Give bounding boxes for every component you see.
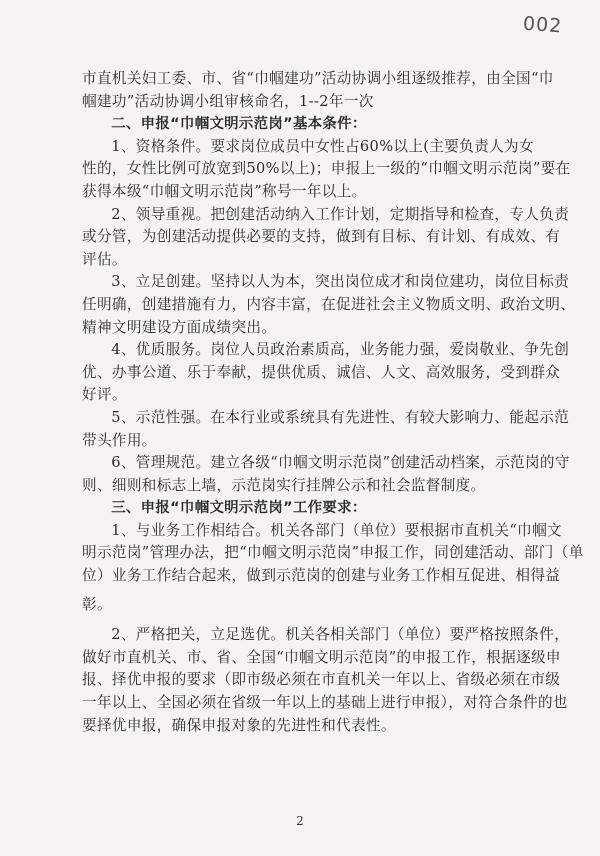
text-line: 2、严格把关，立足选优。机关各相关部门（单位）要严格按照条件， (111, 626, 570, 644)
text-line: 彰。 (82, 595, 112, 613)
section-heading: 二、申报“巾帼文明示范岗”基本条件： (111, 116, 367, 133)
text-line: 则、细则和标志上墙，示范岗实行挂牌公示和社会监督制度。 (82, 476, 486, 494)
text-line: 6、管理规范。建立各级“巾帼文明示范岗”创建活动档案，示范岗的守 (111, 454, 570, 472)
text-line: 报、择优申报的要求（即市级必须在市直机关一年以上、省级必须在市级 (82, 671, 561, 689)
text-line: 3、立足创建。坚持以人为本，突出岗位成才和岗位建功，岗位目标责 (111, 273, 570, 291)
text-line: 获得本级“巾帼文明示范岗”称号一年以上。 (82, 182, 367, 200)
text-line: 任明确，创建措施有力，内容丰富，在促进社会主义物质文明、政治文明、 (82, 295, 576, 313)
text-line: 做好市直机关、市、省、全国“巾帼文明示范岗”的申报工作，根据逐级申 (82, 648, 561, 666)
text-line: 精神文明建设方面成绩突出。 (82, 318, 277, 336)
text-line: 要择优申报，确保申报对象的先进性和代表性。 (82, 716, 396, 734)
text-line: 2、领导重视。把创建活动纳入工作计划，定期指导和检查，专人负责 (111, 205, 570, 223)
body-text (82, 68, 584, 737)
text-line: 5、示范性强。在本行业或系统具有先进性、有较大影响力、能起示范 (111, 408, 570, 426)
handwritten-page-mark: 002 (522, 12, 563, 38)
text-line: 或分管，为创建活动提供必要的支持，做到有目标、有计划、有成效、有 (82, 228, 561, 246)
text-line: 好评。 (82, 386, 127, 404)
text-line: 4、优质服务。岗位人员政治素质高，业务能力强，爱岗敬业、争先创 (111, 341, 570, 359)
text-line: 性的，女性比例可放宽到50%以上)；申报上一级的“巾帼文明示范岗”要在 (82, 160, 571, 178)
text-line: 明示范岗”管理办法，把“巾帼文明示范岗”申报工作，同创建活动、部门（单 (82, 544, 584, 562)
text-line: 位）业务工作结合起来，做到示范岗的创建与业务工作相互促进、相得益 (82, 567, 561, 585)
text-line: 市直机关妇工委、市、省“巾帼建功”活动协调小组逐级推荐，由全国“巾 (82, 70, 554, 87)
paragraph-spacer (82, 616, 562, 624)
text-line: 1、与业务工作相结合。机关各部门（单位）要根据市直机关“巾帼文 (111, 521, 563, 539)
text-line: 评估。 (82, 250, 127, 268)
text-line: 带头作用。 (82, 431, 157, 449)
text-line: 帼建功”活动协调小组审核命名，1--2年一次 (82, 92, 374, 110)
section-heading: 三、申报“巾帼文明示范岗”工作要求： (111, 500, 367, 517)
text-line: 优、办事公道、乐于奉献，提供优质、诚信、人文、高效服务，受到群众 (82, 363, 561, 381)
text-line: 1、资格条件。要求岗位成员中女性占60%以上(主要负责人为女 (111, 137, 534, 155)
text-line: 一年以上、全国必须在省级一年以上的基础上进行申报），对符合条件的也 (82, 694, 568, 712)
page-number: 2 (296, 814, 304, 828)
